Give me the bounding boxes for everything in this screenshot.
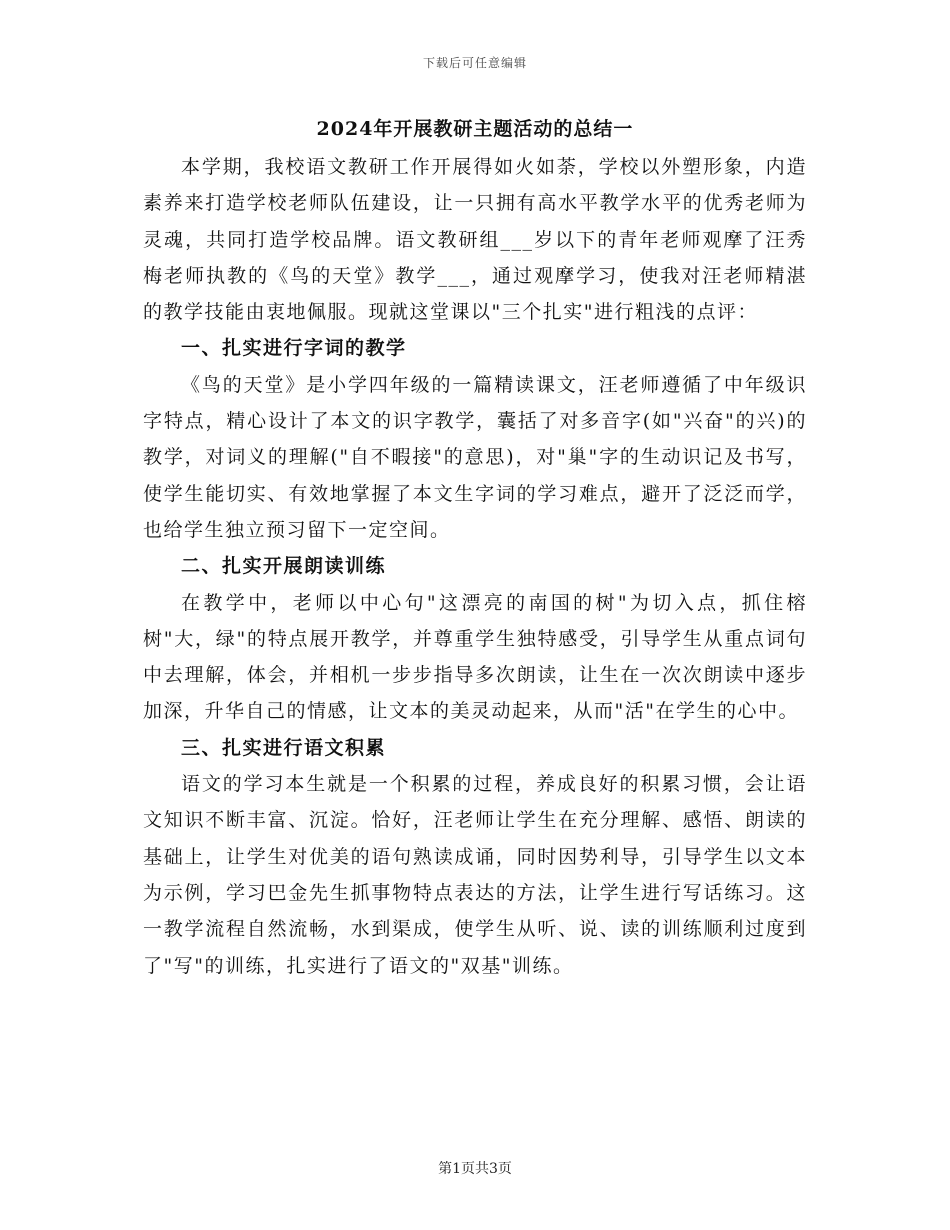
section-heading-1: 一、扎实进行字词的教学	[181, 337, 407, 360]
section-3-paragraph: 语文的学习本生就是一个积累的过程，养成良好的积累习惯，会让语文知识不断丰富、沉淀。恰好，汪老师让学生在充分理解、感悟、朗读的基础上，让学生对优美的语句熟读成诵，同时因势利导，引导学生以文本为示例，学习巴金先生抓事物特点表达的方法，让学生进行写话练习。这一教学流程自然流畅，水到渠成，使学生从听、说、读的训练顺利过度到了"写"的训练，扎实进行了语文的"双基"训练。	[143, 773, 807, 977]
header-note: 下载后可任意编辑	[422, 56, 527, 70]
document-body	[143, 149, 807, 984]
section-2-paragraph: 在教学中，老师以中心句"这漂亮的南国的树"为切入点，抓住榕树"大，绿"的特点展开教学，并尊重学生独特感受，引导学生从重点词句中去理解，体会，并相机一步步指导多次朗读，让生在一次次朗读中逐步加深，升华自己的情感，让文本的美灵动起来，从而"活"在学生的心中。	[143, 591, 807, 723]
intro-paragraph: 本学期，我校语文教研工作开展得如火如荼，学校以外塑形象，内造素养来打造学校老师队伍建设，让一只拥有高水平教学水平的优秀老师为灵魂，共同打造学校品牌。语文教研组___岁以下的青年老师观摩了汪秀梅老师执教的《鸟的天堂》教学___，通过观摩学习，使我对汪老师精湛的教学技能由衷地佩服。现就这堂课以"三个扎实"进行粗浅的点评：	[143, 156, 807, 324]
section-heading-3: 三、扎实进行语文积累	[181, 736, 387, 759]
section-1-paragraph: 《鸟的天堂》是小学四年级的一篇精读课文，汪老师遵循了中年级识字特点，精心设计了本文的识字教学，囊括了对多音字(如"兴奋"的兴)的教学，对词义的理解("自不暇接"的意思)，对"巢"字的生动识记及书写，使学生能切实、有效地掌握了本文生字词的学习难点，避开了泛泛而学，也给学生独立预习留下一定空间。	[143, 373, 807, 541]
document-title: 2024年开展教研主题活动的总结一	[316, 118, 634, 140]
page-number: 第1页共3页	[438, 1161, 512, 1177]
section-heading-2: 二、扎实开展朗读训练	[181, 555, 387, 578]
